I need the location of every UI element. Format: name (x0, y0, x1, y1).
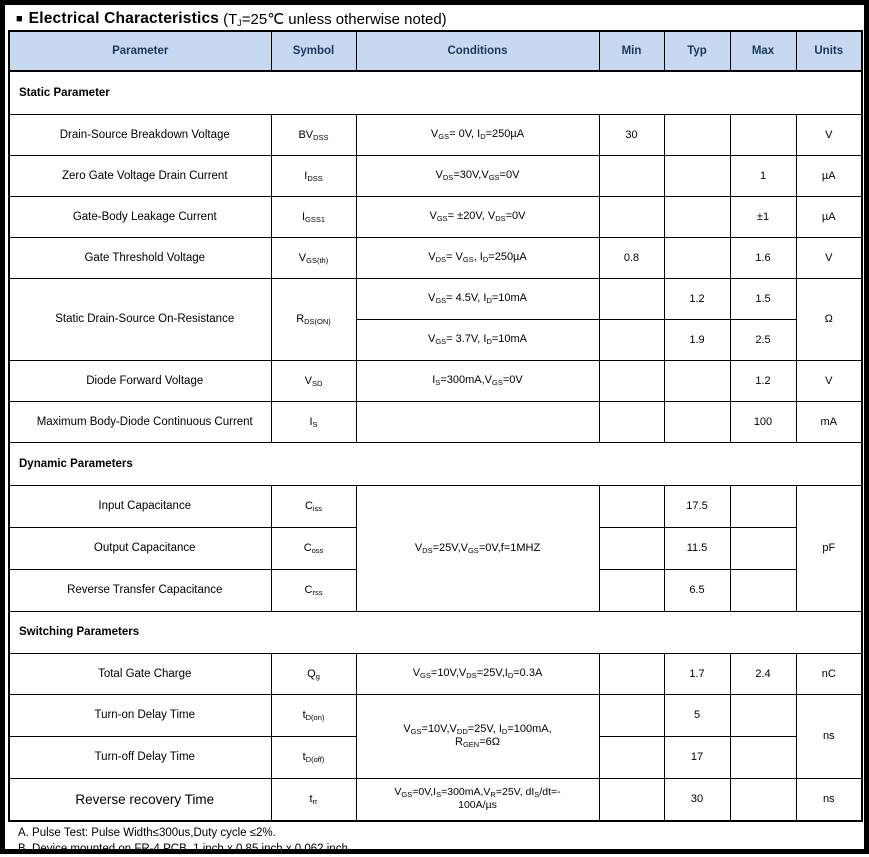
max-cell: 100 (730, 401, 796, 442)
col-header-typ: Typ (664, 31, 730, 71)
param-cell: Reverse Transfer Capacitance (9, 569, 271, 611)
symbol-cell: $R_{DS(ON)}$ (271, 278, 356, 360)
units-cell: ns (796, 694, 862, 778)
param-cell: Drain-Source Breakdown Voltage (9, 114, 271, 155)
conditions-cell (356, 401, 599, 442)
typ-cell: 6.5 (664, 569, 730, 611)
typ-cell (664, 237, 730, 278)
col-header-units: Units (796, 31, 862, 71)
section-label-dynamic: Dynamic Parameters (9, 442, 862, 485)
footnotes (18, 825, 861, 857)
min-cell (599, 360, 664, 401)
table-header-row (9, 31, 862, 71)
table-row (9, 278, 862, 319)
bullet-square-icon: ■ (16, 12, 23, 25)
conditions-cell: $V_{GS}=0V,I_S=300mA,V_R=25V$, $dI_S/dt=-$ 100A/µs (356, 778, 599, 821)
table-row (9, 155, 862, 196)
units-cell: V (796, 114, 862, 155)
units-cell: V (796, 360, 862, 401)
conditions-cell: $V_{GS}= 3.7V$, $I_D=10mA$ (356, 319, 599, 360)
min-cell (599, 196, 664, 237)
section-row-static (9, 71, 862, 114)
symbol-cell: $C_{iss}$ (271, 485, 356, 527)
min-cell (599, 527, 664, 569)
units-cell: ns (796, 778, 862, 821)
table-row (9, 196, 862, 237)
table-row (9, 114, 862, 155)
max-cell: 1.2 (730, 360, 796, 401)
typ-cell: 5 (664, 694, 730, 736)
conditions-cell: $I_S=300mA,V_{GS}=0V$ (356, 360, 599, 401)
table-row (9, 401, 862, 442)
typ-cell (664, 114, 730, 155)
electrical-characteristics-table (8, 30, 863, 822)
typ-cell: 17.5 (664, 485, 730, 527)
units-cell: Ω (796, 278, 862, 360)
col-header-parameter: Parameter (9, 31, 271, 71)
param-cell: Output Capacitance (9, 527, 271, 569)
col-header-conditions: Conditions (356, 31, 599, 71)
conditions-cell: $V_{DS}= V_{GS}$, $I_D=250\mu A$ (356, 237, 599, 278)
min-cell (599, 485, 664, 527)
conditions-cell: $V_{GS}=10V,V_{DS}=25V,I_D=0.3A$ (356, 653, 599, 694)
conditions-cell: $V_{DS}=25V,V_{GS}=0V,f=1MHZ$ (356, 485, 599, 611)
symbol-cell: $t_{rr}$ (271, 778, 356, 821)
min-cell (599, 278, 664, 319)
param-cell: Zero Gate Voltage Drain Current (9, 155, 271, 196)
page-title (8, 7, 861, 30)
units-cell: mA (796, 401, 862, 442)
typ-cell (664, 360, 730, 401)
param-cell: Diode Forward Voltage (9, 360, 271, 401)
section-row-dynamic (9, 442, 862, 485)
typ-cell (664, 155, 730, 196)
symbol-cell: $Q_g$ (271, 653, 356, 694)
max-cell: 2.5 (730, 319, 796, 360)
typ-cell: 1.9 (664, 319, 730, 360)
min-cell (599, 653, 664, 694)
max-cell (730, 736, 796, 778)
max-cell (730, 114, 796, 155)
section-label-switching: Switching Parameters (9, 611, 862, 653)
col-header-symbol: Symbol (271, 31, 356, 71)
table-row (9, 485, 862, 527)
typ-cell (664, 401, 730, 442)
col-header-min: Min (599, 31, 664, 71)
max-cell: 2.4 (730, 653, 796, 694)
typ-cell: 11.5 (664, 527, 730, 569)
param-cell: Gate Threshold Voltage (9, 237, 271, 278)
param-cell: Maximum Body-Diode Continuous Current (9, 401, 271, 442)
min-cell (599, 319, 664, 360)
param-cell: Static Drain-Source On-Resistance (9, 278, 271, 360)
max-cell: 1 (730, 155, 796, 196)
typ-cell: 1.7 (664, 653, 730, 694)
min-cell (599, 401, 664, 442)
page-content (5, 5, 864, 857)
units-cell: µA (796, 155, 862, 196)
symbol-cell: $I_{GSS1}$ (271, 196, 356, 237)
max-cell: 1.5 (730, 278, 796, 319)
param-cell: Gate-Body Leakage Current (9, 196, 271, 237)
conditions-cell: $V_{GS}= \pm 20V$, $V_{DS}=0V$ (356, 196, 599, 237)
footnote-b: B. Device mounted on FR-4 PCB, 1 inch x 0.85 inch x 0.062 inch. (18, 843, 352, 855)
table-row (9, 237, 862, 278)
units-cell: µA (796, 196, 862, 237)
max-cell (730, 778, 796, 821)
param-cell: Input Capacitance (9, 485, 271, 527)
section-label-static: Static Parameter (9, 71, 862, 114)
param-cell: Turn-off Delay Time (9, 736, 271, 778)
param-cell: Reverse recovery Time (9, 778, 271, 821)
conditions-cell: $V_{GS}= 0V$, $I_D=250\mu A$ (356, 114, 599, 155)
units-cell: V (796, 237, 862, 278)
max-cell (730, 694, 796, 736)
symbol-cell: $V_{SD}$ (271, 360, 356, 401)
conditions-cell: $V_{GS}= 4.5V$, $I_D=10mA$ (356, 278, 599, 319)
units-cell: pF (796, 485, 862, 611)
min-cell (599, 694, 664, 736)
param-cell: Total Gate Charge (9, 653, 271, 694)
param-cell: Turn-on Delay Time (9, 694, 271, 736)
table-row (9, 778, 862, 821)
section-row-switching (9, 611, 862, 653)
min-cell (599, 155, 664, 196)
max-cell (730, 527, 796, 569)
symbol-cell: $t_{D(off)}$ (271, 736, 356, 778)
symbol-cell: $V_{GS(th)}$ (271, 237, 356, 278)
min-cell: 30 (599, 114, 664, 155)
col-header-max: Max (730, 31, 796, 71)
table-row (9, 653, 862, 694)
conditions-cell: $V_{GS}=10V,V_{DD}=25V$, $I_D=100mA$, $R_{GEN}=6\Omega$ (356, 694, 599, 778)
title-condition-note: ($T_J=25℃$ unless otherwise noted) (223, 10, 447, 28)
typ-cell: 30 (664, 778, 730, 821)
symbol-cell: $BV_{DSS}$ (271, 114, 356, 155)
table-row (9, 360, 862, 401)
typ-cell (664, 196, 730, 237)
min-cell (599, 569, 664, 611)
symbol-cell: $C_{oss}$ (271, 527, 356, 569)
min-cell (599, 778, 664, 821)
symbol-cell: $C_{rss}$ (271, 569, 356, 611)
footnote-a: A. Pulse Test: Pulse Width≤300us,Duty cycle ≤2%. (18, 827, 276, 839)
title-text: Electrical Characteristics (28, 9, 220, 27)
typ-cell: 1.2 (664, 278, 730, 319)
conditions-cell: $V_{DS}=30V,V_{GS}=0V$ (356, 155, 599, 196)
min-cell: 0.8 (599, 237, 664, 278)
symbol-cell: $t_{D(on)}$ (271, 694, 356, 736)
max-cell: ±1 (730, 196, 796, 237)
table-row (9, 694, 862, 736)
symbol-cell: $I_{DSS}$ (271, 155, 356, 196)
symbol-cell: $I_S$ (271, 401, 356, 442)
units-cell: nC (796, 653, 862, 694)
typ-cell: 17 (664, 736, 730, 778)
min-cell (599, 736, 664, 778)
max-cell (730, 569, 796, 611)
max-cell: 1.6 (730, 237, 796, 278)
max-cell (730, 485, 796, 527)
